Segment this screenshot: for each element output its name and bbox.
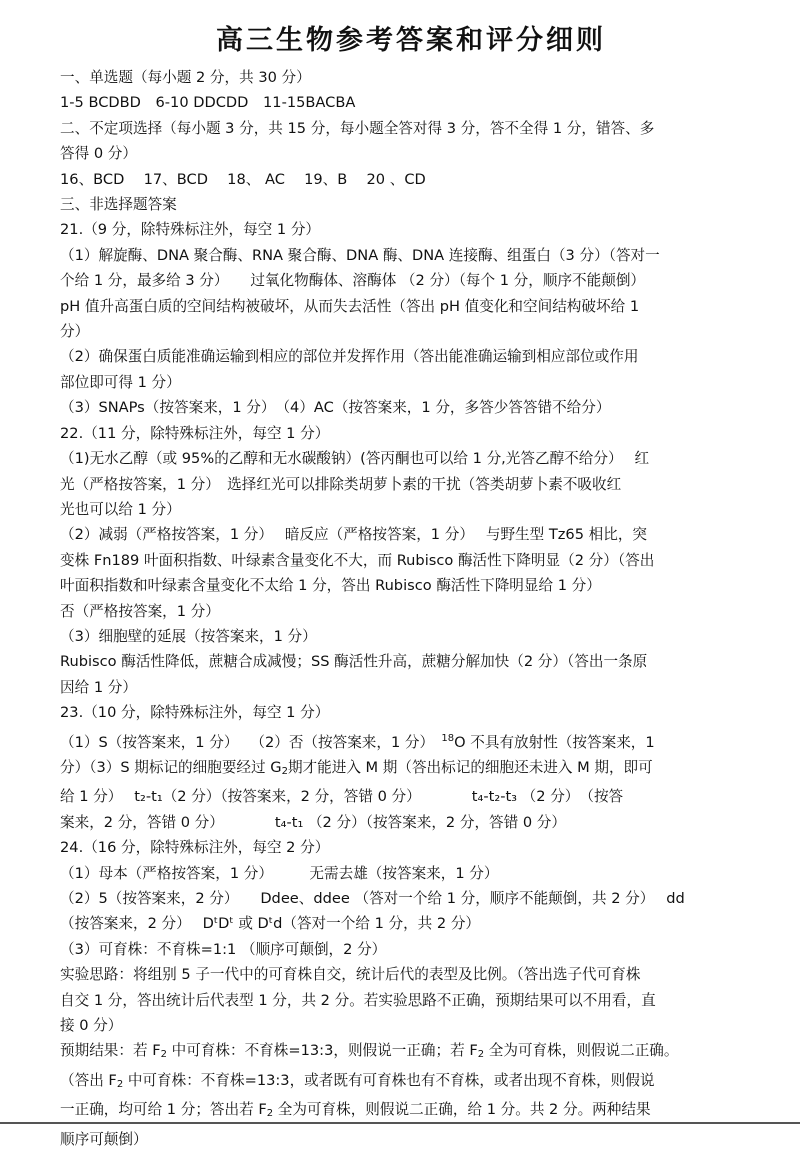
q22-line: 光也可以给 1 分） (60, 500, 181, 518)
q23-line (60, 755, 762, 784)
q24-subscript: 2 (477, 1049, 485, 1061)
q21-line: 分） (60, 323, 90, 341)
q24-text: （答出 F (60, 1071, 117, 1089)
q24-line: （3）可育株：不育株=1:1 （顺序可颠倒，2 分） (60, 940, 387, 958)
q23-subscript: 2 (281, 765, 288, 777)
q22-line: （2）减弱（严格按答案，1 分） 暗反应（严格按答案，1 分） 与野生型 Tz65 相比，突 (60, 526, 648, 544)
section-1-answers: 1-5 BCDBD 6-10 DDCDD 11-15BACBA (60, 94, 356, 112)
section-2-heading: 二、不定项选择（每小题 3 分，共 15 分，每小题全答对得 3 分，答不全得 1 分，错答、多 (60, 119, 655, 137)
q24-line (60, 1038, 762, 1067)
q21-line: 个给 1 分，最多给 3 分） 过氧化物酶体、溶酶体 （2 分）（每个 1 分，顺序不能颠倒） (60, 272, 646, 290)
q21-heading: 21.（9 分，除特殊标注外，每空 1 分） (60, 221, 321, 239)
q23-superscript: 18 (441, 732, 455, 744)
page-title: 高三生物参考答案和评分细则 (216, 25, 606, 56)
q24-line: 自交 1 分，答出统计后代表型 1 分，共 2 分。若实验思路不正确，预期结果可以不用看，直 (60, 991, 656, 1009)
q24-text: 全为可育株，则假说二正确。 (484, 1042, 679, 1060)
q22-line: 否（严格按答案，1 分） (60, 602, 220, 620)
q24-subscript: 2 (266, 1108, 274, 1120)
q24-subscript: 2 (116, 1078, 124, 1090)
q23-line (60, 726, 762, 755)
q23-line: 给 1 分） t₂-t₁（2 分）（按答案来，2 分，答错 0 分） t₄-t₂-t₃ （2 分） （按答 (60, 788, 624, 806)
q21-line: （2）确保蛋白质能准确运输到相应的部位并发挥作用（答出能准确运输到相应部位或作用 (60, 348, 639, 366)
q21-line: （3）SNAPs（按答案来，1 分） （4）AC（按答案来，1 分，多答少答答错不给分） (60, 399, 611, 417)
section-2-answers: 16、BCD 17、BCD 18、 AC 19、B 20 、CD (60, 170, 426, 188)
q24-line: （1）母本（严格按答案，1 分） 无需去雄（按答案来，1 分） (60, 864, 499, 882)
section-3-heading: 三、非选择题答案 (60, 196, 177, 214)
q23-text: 分）（3）S 期标记的细胞要经过 G (60, 758, 282, 776)
q24-heading: 24.（16 分，除特殊标注外，每空 2 分） (60, 839, 330, 857)
q23-text: （1）S（按答案来，1 分） （2）否（按答案来，1 分） (60, 733, 442, 751)
section-1-heading: 一、单选题（每小题 2 分，共 30 分） (60, 69, 311, 86)
q24-subscript: 2 (160, 1049, 167, 1061)
q22-line: Rubisco 酶活性降低，蔗糖合成减慢；SS 酶活性升高，蔗糖分解加快（2 分）（答出一条原 (60, 653, 648, 671)
q24-line: （按答案来，2 分） DᵗDᵗ 或 Dᵗd（答对一个给 1 分，共 2 分） (60, 915, 481, 933)
section-2-heading-cont: 答得 0 分） (60, 145, 137, 163)
q23-line: 案来，2 分，答错 0 分） t₄-t₁ （2 分）（按答案来，2 分，答错 0 分） (60, 813, 566, 831)
q24-line (60, 1068, 762, 1097)
q22-line: （3）细胞壁的延展（按答案来，1 分） (60, 627, 317, 645)
q22-line: （1)无水乙醇（或 95%的乙醇和无水碳酸钠）(答丙酮也可以给 1 分,光答乙醇不给分） 红 (60, 450, 650, 468)
q21-line: 部位即可得 1 分） (60, 373, 181, 391)
q22-line: 光（严格按答案，1 分） 选择红光可以排除类胡萝卜素的干扰（答类胡萝卜素不吸收红 (60, 475, 622, 493)
q22-heading: 22.（11 分，除特殊标注外，每空 1 分） (60, 424, 330, 442)
q21-line: （1）解旋酶、DNA 聚合酶、RNA 聚合酶、DNA 酶、DNA 连接酶、组蛋白（3 分）（答对一 (60, 246, 660, 264)
q22-line: 叶面积指数和叶绿素含量变化不太给 1 分，答出 Rubisco 酶活性下降明显给 1 分） (60, 577, 601, 595)
q23-heading: 23.（10 分，除特殊标注外，每空 1 分） (60, 704, 330, 722)
q24-text: 全为可育株，则假说二正确，给 1 分。共 2 分。两种结果 (273, 1101, 651, 1119)
q24-text: 一正确，均可给 1 分；答出若 F (60, 1101, 267, 1119)
q24-text: 中可育株：不育株=13:3，则假说一正确；若 F (166, 1042, 478, 1060)
q24-line: 实验思路：将组别 5 子一代中的可育株自交，统计后代的表型及比例。（答出选子代可育株 (60, 966, 641, 984)
q21-line: pH 值升高蛋白质的空间结构被破坏，从而失去活性（答出 pH 值变化和空间结构破坏给 1 (60, 297, 640, 315)
q24-text: 中可育株：不育株=13:3，或者既有可育株也有不育株，或者出现不育株，则假说 (123, 1071, 655, 1089)
q24-line: （2）5（按答案来，2 分） Ddee、ddee （答对一个给 1 分，顺序不能颠倒，共 2 分） dd (60, 890, 685, 907)
q23-text: O 不具有放射性（按答案来，1 (454, 733, 655, 751)
q24-line: 顺序可颠倒） (60, 1130, 148, 1148)
q22-line: 变株 Fn189 叶面积指数、叶绿素含量变化不大，而 Rubisco 酶活性下降明显（2 分）（答出 (60, 551, 655, 569)
q23-text: 期才能进入 M 期（答出标记的细胞还未进入 M 期，即可 (287, 758, 653, 776)
q22-line: 因给 1 分） (60, 678, 137, 696)
q24-text: 预期结果：若 F (60, 1042, 161, 1060)
q24-line: 接 0 分） (60, 1017, 123, 1035)
bottom-divider (0, 1122, 800, 1124)
